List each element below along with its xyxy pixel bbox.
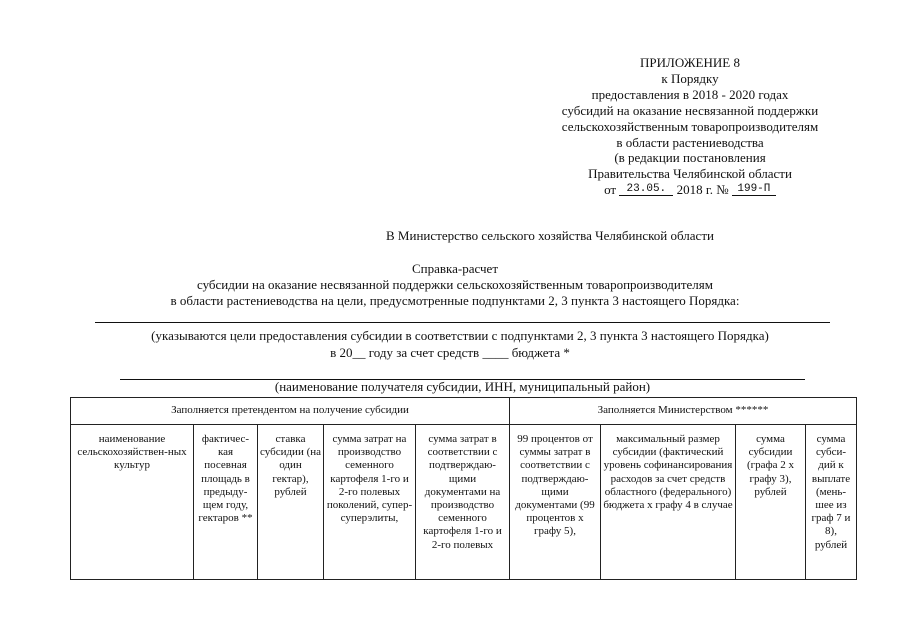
recipient-note: (наименование получателя субсидии, ИНН, муниципальный район) (274, 379, 651, 394)
appendix-title: ПРИЛОЖЕНИЕ 8 (640, 55, 740, 70)
appendix-line: в области растениеводства (616, 134, 764, 150)
appendix-line: сельскохозяйственным товаропроизводителям (561, 118, 819, 134)
column-header: сумма субсидии (графа 2 х графу 3), рублей (736, 425, 806, 580)
ministry-addressee: В Министерство сельского хозяйства Челябинской области (386, 228, 714, 243)
column-header: сумма затрат в соответствии с подтверждаю-щими документами на производство семенного картофеля 1-го и 2-го полевых (416, 425, 510, 580)
column-header-row (71, 425, 857, 580)
column-header: ставка субсидии (на один гектар), рублей (258, 425, 324, 580)
applicant-section-header: Заполняется претендентом на получение субсидии (71, 398, 510, 425)
column-header: сумма субси-дий к выплате (мень-шее из граф 7 и 8), рублей (806, 425, 857, 580)
title-line: субсидии на оказание несвязанной поддержки сельскохозяйственным товаропроизводителям (196, 277, 714, 292)
appendix-line: предоставления в 2018 - 2020 годах (591, 86, 789, 102)
column-header: максимальный размер субсидии (фактический уровень софинансирования расходов за счет средств областного (федерального) бюджета х графу 4 в случае (601, 425, 736, 580)
year-line: в 20__ году за счет средств ____ бюджета * (330, 345, 570, 360)
column-header: фактичес-кая посевная площадь в предыду-щем году, гектаров ** (194, 425, 258, 580)
title-heading: Справка-расчет (411, 261, 499, 276)
ministry-section-header: Заполняется Министерством ****** (510, 398, 857, 425)
appendix-line: Правительства Челябинской области (588, 166, 792, 182)
handwritten-date: 23.05. (619, 183, 673, 196)
purpose-underline (95, 322, 830, 323)
handwritten-number: 199-П (732, 183, 776, 196)
date-prefix: от (604, 182, 617, 198)
appendix-line: к Порядку (661, 70, 719, 86)
calculation-table (70, 397, 857, 580)
appendix-date-line (480, 182, 900, 198)
date-mid: 2018 г. № (676, 182, 729, 198)
appendix-line: субсидий на оказание несвязанной поддержки (561, 102, 819, 118)
appendix-line: (в редакции постановления (614, 150, 766, 166)
appendix-block (480, 55, 900, 198)
title-line: в области растениеводства на цели, предусмотренные подпунктами 2, 3 пункта 3 настоящего Порядка: (170, 293, 740, 308)
column-header: 99 процентов от суммы затрат в соответствии с подтверждаю-щими документами (99 процентов х графу 5), (510, 425, 601, 580)
group-header-row (71, 398, 857, 425)
column-header: сумма затрат на производство семенного картофеля 1-го и 2-го полевых поколений, супер-суперэлиты, (324, 425, 416, 580)
purpose-note: (указываются цели предоставления субсидии в соответствии с подпунктами 2, 3 пункта 3 настоящего Порядка) (151, 328, 769, 343)
document-title (50, 261, 860, 309)
column-header: наименование сельскохозяйствен-ных культур (71, 425, 194, 580)
